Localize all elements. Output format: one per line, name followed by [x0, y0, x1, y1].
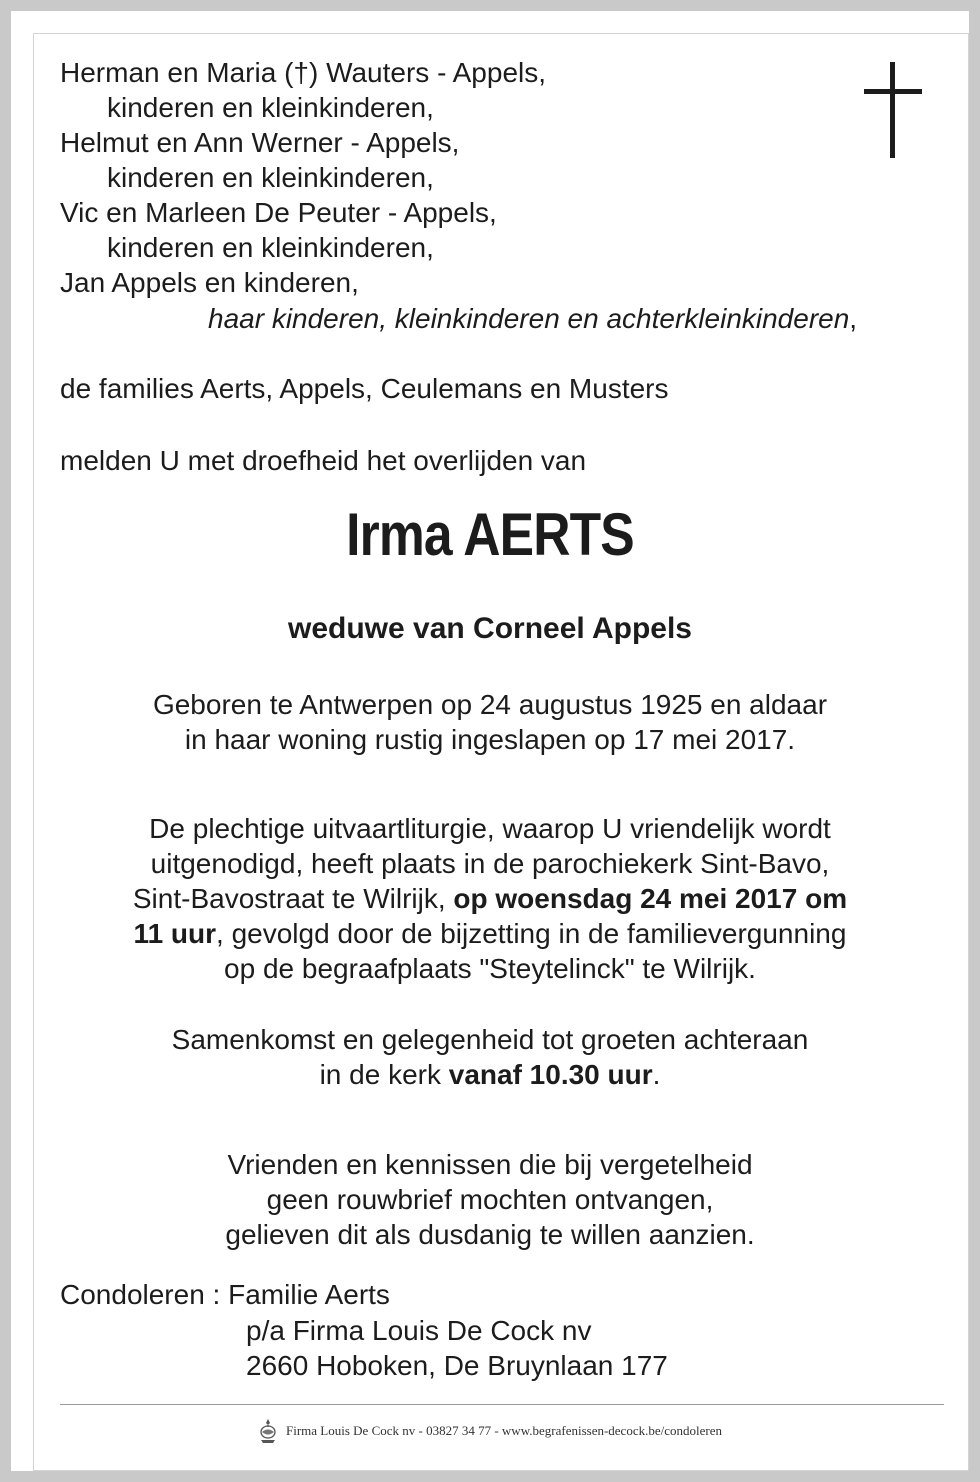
condolences-name: Familie Aerts	[228, 1279, 390, 1310]
grandchildren-comma: ,	[849, 303, 858, 334]
family-line-6: kinderen en kleinkinderen,	[107, 232, 434, 263]
funeral-line-2: uitgenodigd, heeft plaats in de parochiekerk Sint-Bavo,	[150, 848, 830, 879]
funeral-line-5: op de begraafplaats "Steytelinck" te Wilrijk.	[224, 953, 756, 984]
funeral-line-1: De plechtige uitvaartliturgie, waarop U vriendelijk wordt	[149, 813, 831, 844]
funeral-date-text: op woensdag 24 mei 2017 om	[453, 883, 848, 914]
footer-text: Firma Louis De Cock nv - 03827 34 77 - www.begrafenissen-decock.be/condoleren	[286, 1423, 722, 1438]
birth-line-1: Geboren te Antwerpen op 24 augustus 1925 en aldaar	[152, 689, 828, 720]
family-line-7: Jan Appels en kinderen,	[60, 267, 359, 298]
grandchildren-line	[208, 301, 857, 336]
funeral-emblem-icon	[258, 1418, 278, 1444]
funeral-location-text: Sint-Bavostraat te Wilrijk,	[132, 883, 454, 914]
birth-line-2: in haar woning rustig ingeslapen op 17 mei 2017.	[184, 724, 796, 755]
funeral-line-3	[40, 881, 940, 916]
announce-line: melden U met droefheid het overlijden van	[60, 445, 587, 476]
condolences-label: Condoleren :	[60, 1279, 229, 1310]
family-line-1: Herman en Maria (†) Wauters - Appels,	[60, 57, 547, 88]
gathering-period: .	[652, 1059, 661, 1090]
family-line-2: kinderen en kleinkinderen,	[107, 92, 434, 123]
family-line-3: Helmut en Ann Werner - Appels,	[60, 127, 460, 158]
latin-cross-icon	[864, 62, 922, 158]
funeral-line-4	[40, 916, 940, 951]
deceased-name: Irma AERTS	[346, 501, 634, 568]
funeral-time-text: 11 uur	[133, 918, 217, 949]
gathering-line-1: Samenkomst en gelegenheid tot groeten achteraan	[171, 1024, 809, 1055]
footer	[40, 1418, 940, 1444]
gathering-line-2	[40, 1057, 940, 1092]
gathering-place-text: in de kerk	[319, 1059, 449, 1090]
condolences-line-2: p/a Firma Louis De Cock nv	[246, 1315, 592, 1346]
family-line-5: Vic en Marleen De Peuter - Appels,	[60, 197, 497, 228]
notice-line-3: gelieven dit als dusdanig te willen aanzien.	[225, 1219, 755, 1250]
families-line: de families Aerts, Appels, Ceulemans en Musters	[60, 373, 669, 404]
grandchildren-text: haar kinderen, kleinkinderen en achterkleinkinderen	[208, 303, 850, 334]
footer-divider	[60, 1404, 944, 1405]
notice-line-2: geen rouwbrief mochten ontvangen,	[266, 1184, 714, 1215]
condolences-line-1	[60, 1277, 390, 1312]
notice-line-1: Vrienden en kennissen die bij vergetelheid	[227, 1149, 753, 1180]
condolences-line-3: 2660 Hoboken, De Bruynlaan 177	[246, 1350, 668, 1381]
funeral-burial-text: , gevolgd door de bijzetting in de familievergunning	[216, 918, 847, 949]
widow-of-line: weduwe van Corneel Appels	[288, 612, 692, 645]
gathering-time-text: vanaf 10.30 uur	[448, 1059, 653, 1090]
family-line-4: kinderen en kleinkinderen,	[107, 162, 434, 193]
